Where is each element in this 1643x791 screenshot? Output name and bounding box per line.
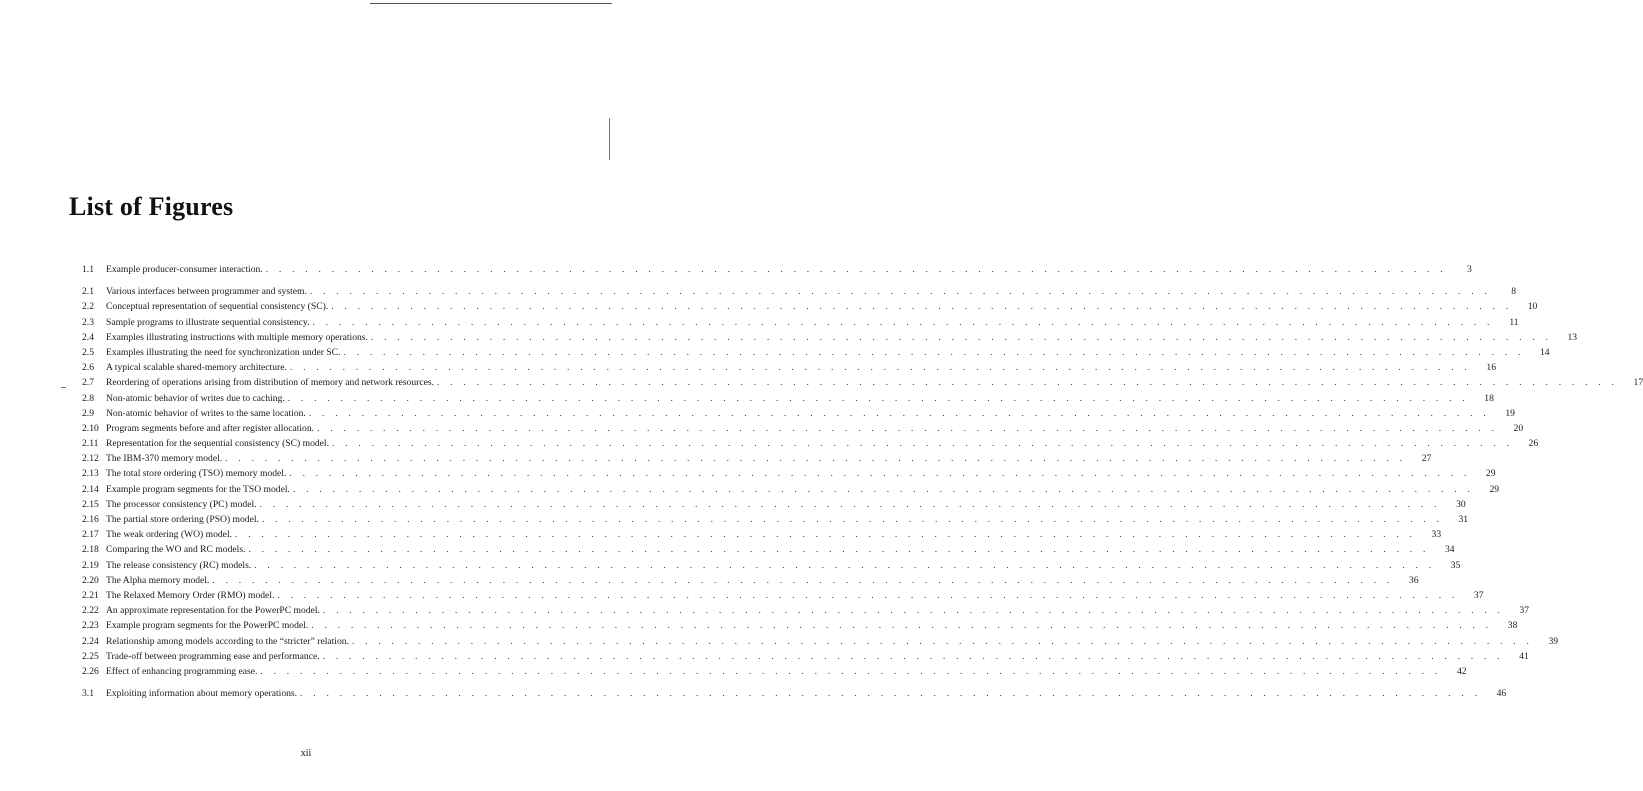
dot-leader: . . . . . . . . . . . . . . . . . . . . . . . . . . . . . . . . . . . . . . . . . . . . . . . . . . . . . . . . . . . . . . . . . . . . . . . . . . . . . . . . . . . . . . . . . . — [287, 392, 1469, 404]
dot-leader: . . . . . . . . . . . . . . . . . . . . . . . . . . . . . . . . . . . . . . . . . . . . . . . . . . . . . . . . . . . . . . . . . . . . . . . . . . . . . . . . . . . . . . . . . . — [322, 650, 1504, 662]
figure-number: 2.13 — [82, 468, 99, 480]
dot-leader: . . . . . . . . . . . . . . . . . . . . . . . . . . . . . . . . . . . . . . . . . . . . . . . . . . . . . . . . . . . . . . . . . . . . . . . . . . . . . . . . . . . . . . . . . . — [332, 438, 1514, 450]
dot-leader: . . . . . . . . . . . . . . . . . . . . . . . . . . . . . . . . . . . . . . . . . . . . . . . . . . . . . . . . . . . . . . . . . . . . . . . . . . . . . . . . . . . . . . . . . . — [289, 362, 1471, 374]
figure-caption: The total store ordering (TSO) memory model. — [106, 468, 287, 480]
figure-number: 2.14 — [82, 483, 99, 495]
figure-section — [82, 686, 1507, 701]
figure-number: 2.4 — [82, 331, 94, 343]
figure-caption: Relationship among models according to the “stricter” relation. — [106, 635, 349, 647]
figure-entry — [82, 345, 1550, 360]
dot-leader: . . . . . . . . . . . . . . . . . . . . . . . . . . . . . . . . . . . . . . . . . . . . . . . . . . . . . . . . . . . . . . . . . . . . . . . . . . . . . . . . . . . . . . . . . . — [331, 301, 1513, 313]
figure-number: 2.8 — [82, 392, 94, 404]
figure-caption: Examples illustrating the need for synchronization under SC. — [106, 346, 341, 358]
page-number: 29 — [1489, 483, 1500, 495]
page-number: 37 — [1473, 589, 1484, 601]
figure-section — [82, 262, 1472, 277]
page-number: 36 — [1408, 574, 1419, 586]
dot-leader: . . . . . . . . . . . . . . . . . . . . . . . . . . . . . . . . . . . . . . . . . . . . . . . . . . . . . . . . . . . . . . . . . . . . . . . . . . . . . . . . . . . . . . . . . . — [343, 346, 1525, 358]
page-number: 39 — [1548, 635, 1559, 647]
figure-number: 2.17 — [82, 529, 99, 541]
figure-caption: Program segments before and after register allocation. — [106, 422, 315, 434]
figure-caption: The release consistency (RC) models. — [106, 559, 252, 571]
dot-leader: . . . . . . . . . . . . . . . . . . . . . . . . . . . . . . . . . . . . . . . . . . . . . . . . . . . . . . . . . . . . . . . . . . . . . . . . . . . . . . . . . . . . . . . . . . — [308, 407, 1490, 419]
dot-leader: . . . . . . . . . . . . . . . . . . . . . . . . . . . . . . . . . . . . . . . . . . . . . . . . . . . . . . . . . . . . . . . . . . . . . . . . . . . . . . . . . . . . . . . . . . — [261, 514, 1444, 525]
page-folio: xii — [300, 748, 312, 759]
dot-leader: . . . . . . . . . . . . . . . . . . . . . . . . . . . . . . . . . . . . . . . . . . . . . . . . . . . . . . . . . . . . . . . . . . . . . . . . . . . . . . . . . . . . . . . . . . — [225, 453, 1407, 465]
figure-entry — [82, 262, 1472, 277]
dot-leader: . . . . . . . . . . . . . . . . . . . . . . . . . . . . . . . . . . . . . . . . . . . . . . . . . . . . . . . . . . . . . . . . . . . . . . . . . . . . . . . . . . . . . . . . . . — [292, 483, 1475, 495]
page-number: 34 — [1444, 544, 1455, 556]
page-number: 19 — [1505, 407, 1515, 419]
page-number: 27 — [1421, 453, 1432, 465]
figure-entry — [82, 558, 1461, 573]
figure-entry — [82, 451, 1432, 466]
figure-number: 2.21 — [82, 589, 99, 601]
figure-caption: Exploiting information about memory operations. — [106, 688, 298, 700]
dot-leader: . . . . . . . . . . . . . . . . . . . . . . . . . . . . . . . . . . . . . . . . . . . . . . . . . . . . . . . . . . . . . . . . . . . . . . . . . . . . . . . . . . . . . . . . . . — [248, 544, 1430, 556]
figure-number: 2.12 — [82, 453, 99, 465]
figure-entry — [82, 330, 1578, 345]
page-number: 26 — [1528, 438, 1539, 450]
figure-list — [82, 262, 1643, 708]
side-rule — [609, 118, 610, 160]
figure-caption: The weak ordering (WO) model. — [106, 529, 233, 541]
figure-caption: A typical scalable shared-memory architecture. — [106, 362, 287, 374]
figure-entry — [82, 634, 1559, 649]
dot-leader: . . . . . . . . . . . . . . . . . . . . . . . . . . . . . . . . . . . . . . . . . . . . . . . . . . . . . . . . . . . . . . . . . . . . . . . . . . . . . . . . . . . . . . . . . . — [322, 605, 1505, 617]
dot-leader: . . . . . . . . . . . . . . . . . . . . . . . . . . . . . . . . . . . . . . . . . . . . . . . . . . . . . . . . . . . . . . . . . . . . . . . . . . . . . . . . . . . . . . . . . . — [212, 574, 1394, 586]
figure-number: 2.5 — [82, 346, 94, 358]
page-number: 30 — [1456, 498, 1466, 510]
page-number: 42 — [1456, 665, 1467, 677]
figure-number: 2.18 — [82, 544, 99, 556]
figure-entry — [82, 664, 1467, 679]
figure-number: 2.24 — [82, 635, 99, 647]
figure-entry — [82, 391, 1494, 406]
figure-entry — [82, 315, 1519, 330]
page-number: 13 — [1567, 331, 1578, 343]
dot-leader: . . . . . . . . . . . . . . . . . . . . . . . . . . . . . . . . . . . . . . . . . . . . . . . . . . . . . . . . . . . . . . . . . . . . . . . . . . . . . . . . . . . . . . . . . . — [351, 635, 1534, 647]
dot-leader: . . . . . . . . . . . . . . . . . . . . . . . . . . . . . . . . . . . . . . . . . . . . . . . . . . . . . . . . . . . . . . . . . . . . . . . . . . . . . . . . . . . . . . . . . . — [235, 529, 1417, 541]
figure-entry — [82, 299, 1538, 314]
page-title: List of Figures — [69, 192, 234, 221]
page-number: 35 — [1450, 559, 1461, 571]
figure-caption: The partial store ordering (PSO) model. — [106, 514, 259, 525]
figure-entry — [82, 284, 1516, 299]
margin-mark — [61, 387, 66, 388]
figure-entry — [82, 527, 1442, 542]
figure-number: 1.1 — [82, 264, 94, 275]
figure-entry — [82, 406, 1515, 421]
figure-entry — [82, 588, 1484, 603]
figure-caption: The Alpha memory model. — [106, 574, 210, 586]
dot-leader: . . . . . . . . . . . . . . . . . . . . . . . . . . . . . . . . . . . . . . . . . . . . . . . . . . . . . . . . . . . . . . . . . . . . . . . . . . . . . . . . . . . . . . . . . . — [265, 264, 1447, 275]
figure-entry — [82, 421, 1524, 436]
dot-leader: . . . . . . . . . . . . . . . . . . . . . . . . . . . . . . . . . . . . . . . . . . . . . . . . . . . . . . . . . . . . . . . . . . . . . . . . . . . . . . . . . . . . . . . . . . — [311, 620, 1493, 632]
figure-caption: An approximate representation for the PowerPC model. — [106, 605, 320, 617]
dot-leader: . . . . . . . . . . . . . . . . . . . . . . . . . . . . . . . . . . . . . . . . . . . . . . . . . . . . . . . . . . . . . . . . . . . . . . . . . . . . . . . . . . . . . . . . . . — [260, 665, 1442, 677]
figure-caption: Comparing the WO and RC models. — [106, 544, 246, 556]
figure-number: 2.1 — [82, 286, 94, 298]
dot-leader: . . . . . . . . . . . . . . . . . . . . . . . . . . . . . . . . . . . . . . . . . . . . . . . . . . . . . . . . . . . . . . . . . . . . . . . . . . . . . . . . . . . . . . . . . . — [312, 316, 1494, 328]
figure-caption: Example producer-consumer interaction. — [106, 264, 263, 275]
dot-leader: . . . . . . . . . . . . . . . . . . . . . . . . . . . . . . . . . . . . . . . . . . . . . . . . . . . . . . . . . . . . . . . . . . . . . . . . . . . . . . . . . . . . . . . . . . — [254, 559, 1436, 571]
figure-number: 2.16 — [82, 514, 99, 525]
figure-entry — [82, 649, 1529, 664]
figure-number: 2.3 — [82, 316, 94, 328]
figure-entry — [82, 573, 1419, 588]
page-number: 33 — [1431, 529, 1442, 541]
figure-caption: Various interfaces between programmer and system. — [106, 286, 307, 298]
page-number: 41 — [1519, 650, 1529, 662]
figure-caption: Non-atomic behavior of writes to the same location. — [106, 407, 306, 419]
figure-caption: Effect of enhancing programming ease. — [106, 665, 258, 677]
page-number: 37 — [1519, 605, 1530, 617]
figure-entry — [82, 686, 1507, 701]
figure-caption: The processor consistency (PC) model. — [106, 498, 257, 510]
figure-number: 2.6 — [82, 362, 94, 374]
figure-caption: Examples illustrating instructions with multiple memory operations. — [106, 331, 368, 343]
page-number: 31 — [1458, 514, 1469, 525]
figure-entry — [82, 512, 1469, 527]
figure-caption: Reordering of operations arising from distribution of memory and network resources. — [106, 377, 434, 389]
dot-leader: . . . . . . . . . . . . . . . . . . . . . . . . . . . . . . . . . . . . . . . . . . . . . . . . . . . . . . . . . . . . . . . . . . . . . . . . . . . . . . . . . . . . . . . . . . — [277, 589, 1459, 601]
figure-caption: Sample programs to illustrate sequential consistency. — [106, 316, 310, 328]
figure-number: 2.26 — [82, 665, 99, 677]
dot-leader: . . . . . . . . . . . . . . . . . . . . . . . . . . . . . . . . . . . . . . . . . . . . . . . . . . . . . . . . . . . . . . . . . . . . . . . . . . . . . . . . . . . . . . . . . . — [300, 688, 1482, 700]
figure-number: 2.9 — [82, 407, 94, 419]
top-rule — [370, 3, 612, 4]
page-number: 11 — [1509, 316, 1519, 328]
figure-caption: Non-atomic behavior of writes due to caching. — [106, 392, 285, 404]
figure-entry — [82, 618, 1518, 633]
dot-leader: . . . . . . . . . . . . . . . . . . . . . . . . . . . . . . . . . . . . . . . . . . . . . . . . . . . . . . . . . . . . . . . . . . . . . . . . . . . . . . . . . . . . . . . . . . — [317, 422, 1499, 434]
figure-caption: Conceptual representation of sequential consistency (SC). — [106, 301, 329, 313]
figure-caption: Representation for the sequential consistency (SC) model. — [106, 438, 329, 450]
figure-number: 2.22 — [82, 605, 99, 617]
figure-caption: The IBM-370 memory model. — [106, 453, 223, 465]
figure-number: 2.2 — [82, 301, 94, 313]
figure-number: 2.19 — [82, 559, 99, 571]
page-number: 18 — [1484, 392, 1494, 404]
figure-number: 2.10 — [82, 422, 99, 434]
figure-entry — [82, 466, 1496, 481]
dot-leader: . . . . . . . . . . . . . . . . . . . . . . . . . . . . . . . . . . . . . . . . . . . . . . . . . . . . . . . . . . . . . . . . . . . . . . . . . . . . . . . . . . . . . . . . . . — [309, 286, 1491, 298]
page-number: 16 — [1486, 362, 1496, 374]
figure-caption: The Relaxed Memory Order (RMO) model. — [106, 589, 275, 601]
figure-caption: Trade-off between programming ease and performance. — [106, 650, 320, 662]
page-number: 29 — [1485, 468, 1496, 480]
figure-entry — [82, 603, 1530, 618]
page-number: 8 — [1511, 286, 1516, 298]
figure-number: 2.23 — [82, 620, 99, 632]
figure-entry — [82, 436, 1539, 451]
page-number: 3 — [1467, 264, 1472, 275]
figure-caption: Example program segments for the PowerPC model. — [106, 620, 309, 632]
figure-entry — [82, 497, 1466, 512]
page-number: 17 — [1633, 377, 1643, 389]
figure-entry — [82, 360, 1496, 375]
figure-number: 2.20 — [82, 574, 99, 586]
figure-number: 2.11 — [82, 438, 99, 450]
figure-section — [82, 284, 1643, 679]
page-number: 46 — [1496, 688, 1507, 700]
page-number: 38 — [1507, 620, 1518, 632]
dot-leader: . . . . . . . . . . . . . . . . . . . . . . . . . . . . . . . . . . . . . . . . . . . . . . . . . . . . . . . . . . . . . . . . . . . . . . . . . . . . . . . . . . . . . . . . . . — [259, 498, 1441, 510]
dot-leader: . . . . . . . . . . . . . . . . . . . . . . . . . . . . . . . . . . . . . . . . . . . . . . . . . . . . . . . . . . . . . . . . . . . . . . . . . . . . . . . . . . . . . . . . . . — [289, 468, 1471, 480]
figure-entry — [82, 482, 1500, 497]
figure-number: 3.1 — [82, 688, 94, 700]
figure-number: 2.15 — [82, 498, 99, 510]
figure-number: 2.7 — [82, 377, 94, 389]
page-number: 14 — [1540, 346, 1550, 358]
dot-leader: . . . . . . . . . . . . . . . . . . . . . . . . . . . . . . . . . . . . . . . . . . . . . . . . . . . . . . . . . . . . . . . . . . . . . . . . . . . . . . . . . . . . . . . . . . — [436, 377, 1619, 389]
page-number: 20 — [1513, 422, 1524, 434]
figure-caption: Example program segments for the TSO model. — [106, 483, 290, 495]
dot-leader: . . . . . . . . . . . . . . . . . . . . . . . . . . . . . . . . . . . . . . . . . . . . . . . . . . . . . . . . . . . . . . . . . . . . . . . . . . . . . . . . . . . . . . . . . . — [370, 331, 1553, 343]
page-number: 10 — [1527, 301, 1538, 313]
figure-number: 2.25 — [82, 650, 99, 662]
figure-entry — [82, 375, 1643, 390]
figure-entry — [82, 542, 1455, 557]
